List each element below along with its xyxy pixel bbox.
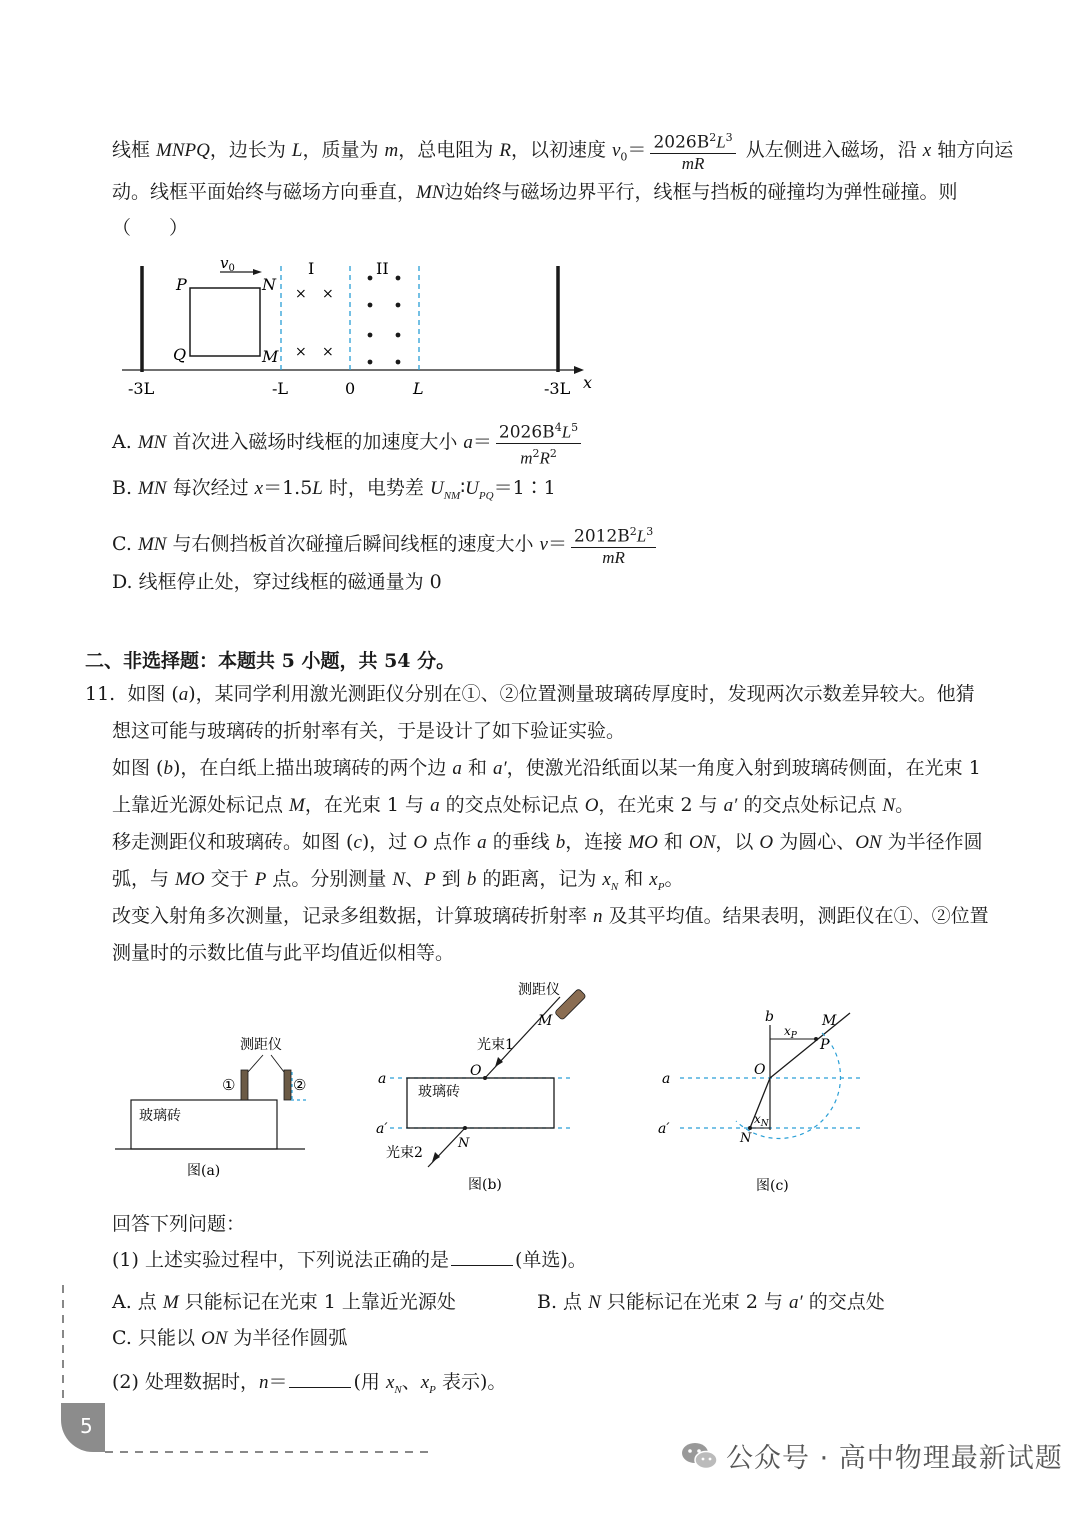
num: 2026B — [498, 422, 555, 443]
brick-label: 玻璃砖 — [418, 1084, 460, 1100]
label-N: N — [262, 275, 276, 294]
text: ，在光束 1 与 — [304, 794, 431, 816]
svg-text:×: × — [322, 344, 334, 360]
text: 表示)。 — [435, 1371, 507, 1393]
var: b — [555, 832, 566, 853]
beam-1-label: 光束1 — [477, 1037, 514, 1053]
text: 为半径作圆弧 — [227, 1327, 348, 1349]
var: ON — [855, 832, 882, 853]
q11-figure-b — [370, 975, 620, 1195]
sub: P — [657, 880, 665, 893]
label-b: b — [765, 1009, 774, 1025]
sup: 3 — [725, 131, 733, 144]
den: mR — [681, 153, 705, 173]
position-1-label: ① — [222, 1076, 236, 1094]
var: ON — [688, 832, 716, 853]
label-N: N — [458, 1136, 470, 1151]
var: O — [584, 795, 599, 816]
q11-p6 — [112, 865, 683, 901]
var: M — [162, 1292, 179, 1313]
var: ON — [200, 1328, 228, 1349]
q11-p1 — [85, 680, 975, 709]
caption-c: 图(c) — [756, 1178, 789, 1194]
var: U — [429, 478, 444, 499]
text: 改变入射角多次测量，记录多组数据，计算玻璃砖折射率 — [112, 905, 594, 927]
var: v — [539, 533, 548, 555]
text: 只能标记在光束 1 上靠近光源处 — [178, 1291, 456, 1313]
label-M: M — [822, 1013, 837, 1029]
var: N — [392, 869, 406, 890]
text: B. 点 — [537, 1291, 589, 1313]
text: 和 — [618, 868, 650, 890]
sub: PQ — [478, 489, 494, 502]
var: x — [385, 1372, 395, 1393]
text: ，总电阻为 — [398, 138, 500, 161]
rangefinder-pos2 — [284, 1070, 291, 1100]
equals: ＝ — [627, 138, 647, 161]
section-heading: 二、非选择题：本题共 5 小题，共 54 分。 — [85, 650, 456, 672]
wechat-icon — [680, 1440, 720, 1479]
text: (用 — [353, 1371, 386, 1393]
text: (1) 上述实验过程中，下列说法正确的是 — [112, 1249, 449, 1271]
device-label: 测距仪 — [518, 982, 560, 998]
text: A. 点 — [112, 1291, 163, 1313]
sup: 3 — [646, 525, 654, 538]
var-R: R — [499, 139, 511, 161]
var: a′ — [789, 1292, 803, 1313]
text: 交于 — [204, 868, 255, 890]
question-number: 11. — [85, 683, 116, 705]
text: 与右侧挡板首次碰撞后瞬间线框的速度大小 — [166, 532, 540, 555]
var: a — [463, 432, 473, 454]
tick-minus-3L: -3L — [128, 379, 155, 398]
text: (2) 处理数据时， — [112, 1371, 259, 1393]
option-a-fraction — [496, 418, 581, 468]
text: 点作 — [427, 831, 478, 853]
var: O — [759, 832, 774, 853]
sup: 2 — [629, 525, 637, 538]
var: b — [466, 869, 477, 890]
q11-p8: 测量时的示数比值与此平均值近似相等。 — [112, 942, 455, 964]
var: c — [353, 832, 362, 853]
q10-option-c — [112, 522, 660, 568]
text: 和 — [657, 831, 689, 853]
caption-a: 图(a) — [187, 1163, 221, 1179]
text: C. — [112, 532, 138, 555]
var: MN — [137, 432, 167, 454]
var: MO — [628, 832, 658, 853]
var-v0: v — [611, 139, 621, 161]
text: ，使激光沿纸面以某一角度入射到玻璃砖侧面，在光束 1 — [506, 757, 981, 779]
beam-2-arrow-icon — [432, 1152, 440, 1162]
text: )，某同学利用激光测距仪分别在①、②位置测量玻璃砖厚度时，发现两次示数差异较大。他猜 — [188, 683, 975, 705]
label-O: O — [470, 1063, 482, 1079]
var: n — [258, 1372, 269, 1393]
var: P — [254, 869, 267, 890]
var: x — [649, 869, 658, 890]
label-a-prime: a′ — [658, 1121, 670, 1137]
q10-answer-paren: （ ） — [112, 217, 189, 239]
tick-minus-L: -L — [272, 379, 289, 398]
text: 每次经过 — [166, 477, 255, 499]
sup: 2 — [532, 446, 540, 460]
den: mR — [602, 547, 625, 567]
num-L: L — [561, 422, 572, 442]
text: 及其平均值。结果表明，测距仪在①、②位置 — [602, 905, 989, 927]
q10-option-b — [112, 474, 556, 510]
label-N: N — [740, 1131, 752, 1146]
text: 、 — [405, 868, 425, 890]
var: L — [312, 478, 323, 499]
q10-stem-line1 — [112, 128, 1013, 174]
var: P — [424, 869, 436, 890]
sup: 5 — [571, 421, 579, 434]
v0-label: $v_0$ — [220, 254, 235, 274]
text: 上靠近光源处标记点 — [112, 794, 290, 816]
var: x — [254, 478, 264, 499]
q11-p5 — [112, 828, 983, 857]
text: 如图 ( — [127, 683, 179, 705]
text: 为圆心、 — [773, 831, 856, 853]
beam-2-label: 光束2 — [386, 1145, 423, 1161]
brick-label: 玻璃砖 — [139, 1108, 181, 1124]
svg-text:×: × — [295, 286, 307, 302]
sub: P — [429, 1383, 436, 1396]
var: N — [882, 795, 896, 816]
region-II-label: II — [376, 259, 389, 278]
text: 的交点处 — [802, 1291, 885, 1313]
text: ，质量为 — [302, 138, 385, 161]
text: ，在光束 2 与 — [598, 794, 724, 816]
text: 的交点处标记点 — [439, 794, 585, 816]
label-M: M — [538, 1013, 553, 1029]
wire-frame — [190, 288, 260, 356]
edge-a-label: a — [378, 1071, 387, 1087]
text: )，过 — [361, 831, 414, 853]
var: x — [420, 1372, 430, 1393]
label-O: O — [754, 1062, 766, 1078]
point-N — [463, 1126, 467, 1130]
text: 点。分别测量 — [266, 868, 393, 890]
var-m: m — [384, 139, 399, 161]
text: 和 — [461, 757, 493, 779]
answer-blank-1[interactable] — [451, 1265, 513, 1266]
svg-text:×: × — [322, 286, 334, 302]
var: a — [477, 832, 487, 853]
num-L: L — [636, 526, 647, 546]
text: C. 只能以 — [112, 1327, 201, 1349]
sup: 2 — [709, 131, 717, 144]
field-into-page-marks — [295, 286, 334, 360]
position-2-label: ② — [293, 1076, 307, 1094]
text: 首次进入磁场时线框的加速度大小 — [166, 431, 464, 454]
num-L: L — [716, 132, 726, 152]
pointer-line-1 — [248, 1055, 263, 1072]
q10-stem-line2 — [112, 178, 958, 207]
text: 、 — [401, 1371, 421, 1393]
option-c-fraction — [571, 522, 656, 568]
tick-L: L — [413, 379, 424, 398]
q11-p2: 想这可能与玻璃砖的折射率有关，于是设计了如下验证实验。 — [112, 720, 626, 742]
var-mnpq: MNPQ — [156, 139, 210, 161]
text: 如图 ( — [112, 757, 164, 779]
var: a — [178, 684, 189, 705]
den-R: R — [539, 448, 550, 468]
page-number: 5 — [80, 1414, 93, 1438]
var: O — [413, 832, 428, 853]
pointer-line-2 — [271, 1055, 284, 1072]
q11-p7 — [112, 902, 989, 931]
text: ，以 — [715, 831, 760, 853]
footer-watermark — [680, 1436, 1063, 1479]
text: 从左侧进入磁场，沿 — [739, 138, 923, 161]
field-out-of-page-dots — [368, 276, 401, 365]
page-corner-decoration — [55, 1285, 445, 1460]
text: B. — [112, 477, 139, 499]
label-Q: Q — [173, 345, 187, 364]
point-N — [748, 1126, 752, 1130]
equals: ＝ — [472, 431, 492, 454]
var: a′ — [723, 795, 738, 816]
sub: N — [394, 1383, 402, 1396]
sub: 0 — [620, 150, 628, 164]
q11-p3 — [112, 754, 981, 783]
text: ，连接 — [565, 831, 629, 853]
footer-text: 公众号 · 高中物理最新试题 — [726, 1443, 1063, 1474]
answer-intro: 回答下列问题： — [112, 1213, 246, 1235]
point-P — [814, 1037, 818, 1041]
var: a — [452, 758, 462, 779]
v0-arrowhead-icon — [253, 269, 262, 275]
equals: ＝ — [547, 532, 567, 555]
caption-b: 图(b) — [468, 1177, 502, 1193]
text: 的距离，记为 — [476, 868, 603, 890]
text: 轴方向运 — [931, 138, 1014, 161]
var: a′ — [493, 758, 507, 779]
q11-figure-a — [115, 1030, 315, 1185]
text: 线框 — [112, 138, 157, 161]
var-mn: MN — [416, 182, 445, 203]
var: b — [163, 758, 173, 779]
text: 的交点处标记点 — [737, 794, 883, 816]
text: ，以初速度 — [510, 138, 612, 161]
sub: N — [610, 880, 619, 893]
text: A. — [112, 431, 138, 454]
sub-question-1 — [112, 1246, 587, 1274]
var: U — [465, 478, 479, 499]
text: (单选)。 — [514, 1249, 587, 1271]
label-a: a — [662, 1071, 671, 1087]
label-P: P — [176, 275, 187, 294]
var: MO — [175, 869, 205, 890]
var-L: L — [291, 139, 303, 161]
v0-fraction — [650, 128, 735, 174]
var: MN — [137, 533, 167, 555]
line-MO — [770, 1013, 850, 1078]
text: ＝ — [268, 1371, 288, 1393]
text: 边始终与磁场边界平行，线框与挡板的碰撞均为弹性碰撞。则 — [444, 181, 958, 203]
q10-option-a — [112, 418, 585, 468]
text: 动。线框平面始终与磁场方向垂直， — [112, 181, 417, 203]
tick-0: 0 — [345, 379, 356, 398]
var: M — [289, 795, 305, 816]
text: 。 — [895, 794, 915, 816]
den-m: m — [520, 448, 533, 468]
text: ＝1.5 — [263, 477, 313, 499]
edge-a-prime-label: a′ — [376, 1121, 388, 1137]
label-xN: $x_N$ — [754, 1112, 769, 1129]
sub1-option-b — [537, 1288, 885, 1317]
text: ＝1∶1 — [493, 477, 556, 499]
sup: 2 — [549, 446, 557, 460]
sup: 4 — [554, 421, 562, 434]
tick-minus-3L-right: -3L — [544, 379, 571, 398]
var: N — [588, 1292, 601, 1313]
text: )，在白纸上描出玻璃砖的两个边 — [172, 757, 453, 779]
num: 2026B — [653, 132, 710, 153]
num: 2012B — [574, 526, 630, 547]
label-xP: $x_P$ — [784, 1024, 797, 1041]
region-I-label: I — [308, 259, 315, 278]
axis-label-x: x — [583, 373, 593, 392]
q10-option-d: D. 线框停止处，穿过线框的磁通量为 0 — [112, 571, 442, 593]
text: 只能标记在光束 2 与 — [600, 1291, 790, 1313]
text: 。 — [664, 868, 684, 890]
var: x — [602, 869, 611, 890]
text: 为半径作圆 — [881, 831, 983, 853]
label-M: M — [262, 347, 279, 366]
text: 到 — [435, 868, 467, 890]
beam-1-arrow-icon — [495, 1057, 503, 1067]
q10-figure — [110, 250, 610, 405]
svg-text:×: × — [295, 344, 307, 360]
var: a — [430, 795, 440, 816]
label-P: P — [820, 1037, 830, 1053]
var-x: x — [922, 139, 932, 161]
device-label: 测距仪 — [240, 1037, 282, 1053]
text: 移走测距仪和玻璃砖。如图 ( — [112, 831, 354, 853]
var: n — [593, 906, 603, 927]
point-O — [483, 1076, 487, 1080]
text: ，边长为 — [209, 138, 292, 161]
sub: NM — [443, 489, 461, 502]
var: MN — [138, 478, 167, 499]
rangefinder-pos1 — [241, 1070, 248, 1100]
text: 时，电势差 — [322, 477, 430, 499]
text: 弧，与 — [112, 868, 176, 890]
q11-figure-c — [650, 1005, 870, 1200]
text: 的垂线 — [486, 831, 556, 853]
text: ∶ — [460, 477, 466, 499]
q11-p4 — [112, 791, 914, 820]
